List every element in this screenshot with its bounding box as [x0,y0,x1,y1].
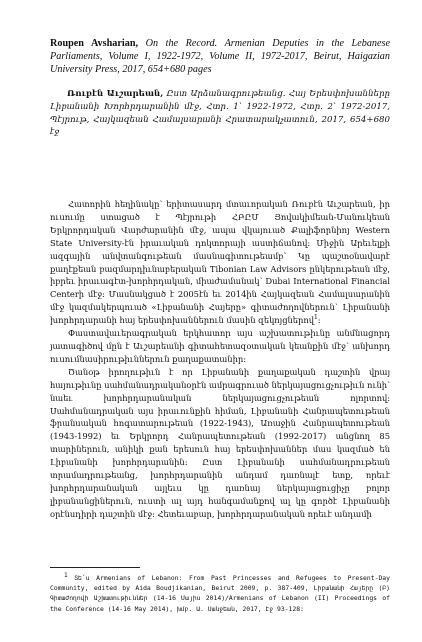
paragraph-1-end: : [317,315,321,326]
footnote-reference[interactable]: 1 [313,314,318,322]
review-body [50,198,390,521]
footnote-divider [50,567,140,568]
paragraph-1-text: Հատորին հեղինակը՝ երիտասարդ մտաւորական Ռուբէն Աւշարեան, իր ուսումը ստացած է Պէյրութի ՀԲԸՄ Յովակիմեան-Մանուկեան Երկրորդական Վարժարանին մէջ, ապա վկայուած Քալիֆորնիոյ Western State University-էն իրաւական դոկտորայի աստիճանով: Միջին Արեւելքի ազգային անվտանգութեան մասնագիտութեամբ՝ Կը պաշտօնավարէ քաղէքեան բազմարդիւնաբերական Tibonian Law Advisors ընկերութեան մէջ, իբրեւ իրաւագէտ-խորհրդական, միաժամանակ՝ Dubai International Financial Centerի մէջ: Մասնակցած է 2005էն եւ 2014ին Հայկազեան Համալսարանին մէջ կազմակերպուած «Լիբանանի Հայերը» գիտաժողովներուն՝ Լիբանանի խորհրդարանի հայ երեսփոխաններուն մասին զեկոյցներով [50,199,390,326]
body-paragraph-3: Ծանօթ իրողութիւն է որ Լիբանանի քաղաքական դաշտին վրայ հայութիւնը սահմանադրականօրէն ամրագրուած ներկայացուցչութիւն ունի՝ նաեւ խորհրդարանական ներկայացուցչութեան ոլորտով: Սահմանադրական այս իրաւունքին հիման, Լիբանանի Հանրապետութեան ֆրանսական հոգատարութեան (1922-1943), Առաջին Հանրապետութեան (1943-1992) եւ Երկրորդ Հանրապետութեան (1992-2017) անցնող 85 տարիներուն, անիկի քան երեսուն հայ երեսփոխաններ մաս կազմած են Լիբանանի խորհրդարանին: Ըստ Լիբանանի սահմանադրութեան տրամադրութեանց, խորհրդարանին անդամ դառնալէ ետք, որեւէ խորհրդարանական այլեւս կը դառնայ ներկայացուցիչը բոլոր լիբանանցիներուն, ուստի ալ այդ հանգամանքով ալ կը գործէ Լիբանանի օրէնսդիրի դաշտին մէջ: Հետեւաբար, խորհրդարանական որեւէ անդամի [50,366,390,519]
armenian-title: Ըստ Արձանագրութեանց. Հայ Երեսփոխանները Լիբանանի Խորհրդարանին մէջ, Հտր. 1՝ 1922-1972, Հտր. 2՝ 1972-2017, Պէյրութ, Հայկազեան Համալսարանի Հրատարակչատուն, 2017, 654+680 էջ [50,89,390,138]
english-title: On the Record. Armenian Deputies in the Lebanese Parliaments, Volume I, 1922-1972, Volume II, 1972-2017, Beirut, Haigazian University Press, 2017, 654+680 pages [50,38,391,75]
footnote [50,573,390,614]
english-citation [50,38,390,76]
footnote-text: Տե՛ս Armenians of Lebanon: From Past Princesses and Refugees to Present-Day Community, edited by Aida Boudjikanian, Beirut 2009, p. 387-409, Լիբանանի Հայերը (Բ) Գիտաժողովի Աշխատութիւններ (14-16 Մայիս 2014)/Armenians of Lebanon (II) Proceedings of the Conference (14-16 May 2014), խմբ. Ա. Սանջեան, 2017, էջ 93-128: [50,574,390,613]
body-paragraph-1 [50,198,390,327]
review-header [50,38,390,139]
english-author: Roupen Avsharian, [50,38,139,49]
body-paragraph-2: Փաստավաւերագրական երկհատոր այս աշխատութիւնը անմնացորդ յատագիծով մըն է Աւշարեանի գիտահետազօտական կեանքին մէջ՝ անխորդ ուսումնասիրութիւններուն քաղաքատանիր: [50,328,390,364]
armenian-author: Ռուբէն Աւշարեան, [67,89,164,100]
armenian-citation [50,88,390,138]
footnote-marker: 1 [64,571,68,579]
